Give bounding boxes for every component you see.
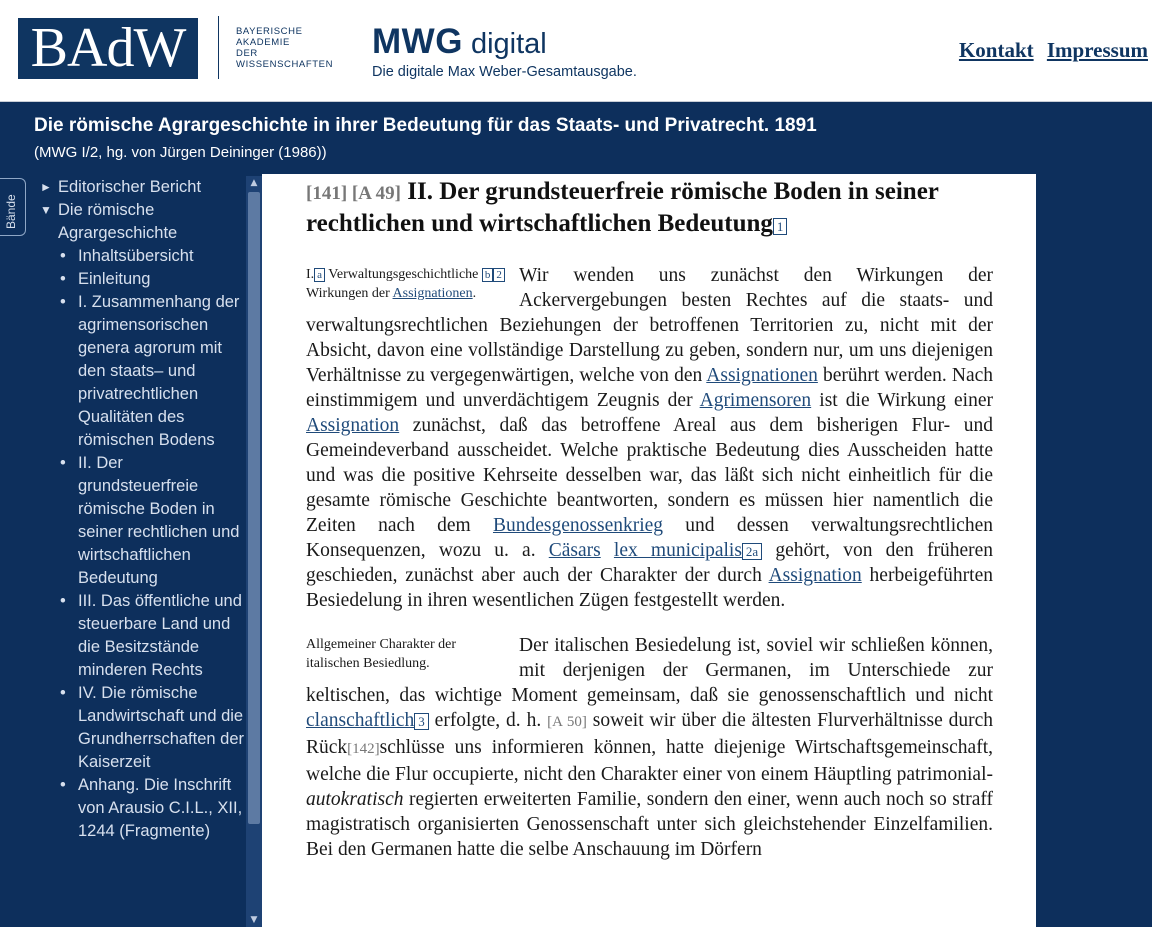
- body-text: [601, 540, 614, 561]
- footnote-marker[interactable]: 2: [493, 268, 505, 282]
- logo-text: BAdW: [30, 17, 186, 79]
- site-title[interactable]: [372, 22, 547, 62]
- kontakt-link[interactable]: Kontakt: [958, 38, 1034, 62]
- body-text: schlüsse uns informieren können, hatte diejenige Wirtschaftsgemeinschaft, welche die Flur occupierte, nicht den Charakter einer von einem Häuptling patrimonial-: [306, 737, 993, 785]
- toc-item-label: Editorischer Bericht: [58, 178, 202, 196]
- body-text: Wir wenden uns zunächst den Wirkungen der Ackervergebungen besten Rechtes auf die staats- und verwaltungsrechtlichen Beziehungen der betroffenen Territorien zu, nicht mit der Absicht, davon eine vollständige Darstellung zu geben, sondern nur, um uns diejenigen Verhältnisse zu vergegenwärtigen, welche von den: [306, 265, 993, 386]
- work-subtitle: (MWG I/2, hg. von Jürgen Deininger (1986)): [34, 144, 327, 161]
- bullet-icon: •: [60, 454, 66, 472]
- toc-item[interactable]: [38, 199, 246, 245]
- chapter-heading: [306, 177, 993, 239]
- body-text: und dessen verwaltungsrechtlichen Konsequenzen, wozu u. a.: [306, 515, 993, 561]
- scroll-up-arrow-icon[interactable]: ▲: [250, 178, 258, 188]
- toc-item[interactable]: [38, 245, 246, 268]
- toc-item[interactable]: [38, 268, 246, 291]
- bullet-icon: •: [60, 293, 66, 311]
- footnote-marker[interactable]: 1: [773, 218, 788, 235]
- badw-logo[interactable]: [18, 18, 198, 79]
- work-title: Die römische Agrargeschichte in ihrer Bedeutung für das Staats- und Privatrecht. 1891: [34, 115, 817, 136]
- toc-item[interactable]: [38, 176, 246, 199]
- margin-note-text: I.: [306, 267, 315, 282]
- document-pane: [262, 174, 1036, 927]
- page-marks[interactable]: [141] [A 49]: [306, 183, 401, 204]
- page-mark[interactable]: [A 50]: [547, 714, 587, 730]
- scroll-thumb[interactable]: [248, 192, 260, 824]
- academy-line: AKADEMIE: [236, 37, 290, 48]
- paragraph: [306, 633, 993, 862]
- glossary-link[interactable]: Cäsars: [548, 540, 601, 561]
- toc-item-label: III. Das öffentliche und steuerbare Land und die Besitzstände minderen Rechts: [78, 592, 242, 679]
- toc-item-label: II. Der grundsteuerfreie römische Boden in seiner rechtlichen und wirtschaftlichen Bedeutung: [78, 454, 240, 587]
- toc-expanded-icon: ▼: [40, 203, 52, 217]
- toc-item[interactable]: [38, 682, 246, 774]
- baende-tab[interactable]: [0, 178, 26, 236]
- glossary-link[interactable]: Assignationen: [392, 286, 473, 301]
- body-text: gehört, von den früheren geschieden, zunächst aber auch der Charakter der durch: [306, 540, 994, 586]
- toc-scrollbar[interactable]: [246, 176, 262, 927]
- academy-name: [236, 26, 333, 70]
- bullet-icon: •: [60, 776, 66, 794]
- site-title-bold: MWG: [372, 22, 463, 61]
- toc-item-label: Inhaltsübersicht: [78, 247, 194, 265]
- bullet-icon: •: [60, 247, 66, 265]
- toc-item[interactable]: [38, 590, 246, 682]
- bullet-icon: •: [60, 270, 66, 288]
- site-subtitle: Die digitale Max Weber-Gesamtausgabe.: [372, 64, 637, 80]
- margin-note-text: Verwaltungsgeschichtliche: [325, 267, 479, 282]
- body-text: berührt werden. Nach einstimmigem und unverdächtigem Zeugnis der: [306, 365, 993, 411]
- toc-item-label: Einleitung: [78, 270, 151, 288]
- glossary-link[interactable]: Bundesgenossenkrieg: [492, 515, 664, 536]
- scroll-down-arrow-icon[interactable]: ▼: [250, 915, 258, 925]
- chapter-heading-text: II. Der grundsteuerfreie römische Boden in seiner rechtlichen und wirtschaftlichen Bedeutung: [306, 178, 939, 237]
- academy-line: DER: [236, 48, 258, 59]
- toc-item-label: Anhang. Die Inschrift von Arausio C.I.L., XII, 1244 (Fragmente): [78, 776, 243, 840]
- toc-item[interactable]: [38, 452, 246, 590]
- footnote-marker[interactable]: 2a: [742, 543, 762, 560]
- bullet-icon: •: [60, 684, 66, 702]
- body-text: Der italischen Besiedelung ist, soviel wir schließen können, mit derjenigen der Germanen, im Unterschiede zur keltischen, das wichtige Moment gemeinsam, daß sie genossenschaftlich und nicht: [306, 635, 993, 706]
- glossary-link[interactable]: clanschaftlich: [306, 710, 415, 731]
- margin-note-text: .: [472, 286, 477, 301]
- page-mark[interactable]: [142]: [347, 741, 380, 757]
- body-text: zunächst, daß das betroffene Areal aus dem bisherigen Flur- und Gemeindeverband ausscheidet. Welche praktische Bedeutung dies Ausscheiden hatte und was die positive Kehrseite desselben war, das läßt sich nicht einheitlich für die gesamte römische Geschichte beantworten, sondern es müssen hier namentlich die Zeiten nach dem: [306, 415, 993, 536]
- glossary-link[interactable]: Assignationen: [706, 365, 818, 386]
- toc-item[interactable]: [38, 774, 246, 843]
- body-text: herbeigeführten Besiedelung in ihren wesentlichen Zügen festgestellt werden.: [306, 565, 993, 611]
- glossary-link[interactable]: Assignation: [306, 415, 400, 436]
- glossary-link[interactable]: Agrimensoren: [699, 390, 812, 411]
- logo-divider: [218, 16, 219, 79]
- toc-item[interactable]: [38, 291, 246, 452]
- margin-note: [306, 265, 511, 303]
- toc-item-label: I. Zusammenhang der agrimensorischen genera agrorum mit den staats– und privatrechtlichen Qualitäten des römischen Bodens: [78, 293, 240, 449]
- site-title-rest: digital: [462, 28, 547, 60]
- margin-note-text: Wirkungen der: [306, 286, 393, 301]
- bullet-icon: •: [60, 592, 66, 610]
- margin-note: Allgemeiner Charakter der italischen Besiedlung.: [306, 637, 457, 671]
- footnote-marker[interactable]: 3: [414, 713, 429, 730]
- footnote-marker[interactable]: b: [482, 268, 494, 282]
- baende-tab-label: Bände: [4, 194, 18, 229]
- top-links: [951, 38, 1148, 63]
- paragraph: [306, 263, 993, 613]
- glossary-link[interactable]: Assignation: [768, 565, 862, 586]
- body-text: regierten erweiterten Familie, sondern den einer, wenn auch noch so straff magistratisch organisierten Genossenschaft unter sich gleichstehender Einzelfamilien. Bei den Germanen hatte die selbe Anschauung im Dörfern: [306, 789, 993, 860]
- glossary-link[interactable]: lex municipalis: [613, 540, 742, 561]
- footnote-marker[interactable]: a: [314, 268, 325, 282]
- document-content: [306, 174, 993, 862]
- body-text: ist die Wirkung einer: [811, 390, 993, 411]
- impressum-link[interactable]: Impressum: [1046, 38, 1148, 62]
- academy-line: BAYERISCHE: [236, 26, 303, 37]
- academy-line: WISSENSCHAFTEN: [236, 59, 334, 70]
- site-header: [0, 0, 1152, 102]
- toc-collapsed-icon: ►: [40, 180, 52, 194]
- body-text: erfolgte, d. h.: [428, 710, 548, 731]
- table-of-contents: [38, 176, 246, 927]
- body-text: soweit wir über die ältesten Flurverhältnisse durch Rück: [306, 710, 994, 758]
- toc-item-label: Die römische Agrargeschichte: [58, 201, 178, 242]
- toc-item-label: IV. Die römische Landwirtschaft und die Grundherrschaften der Kaiserzeit: [78, 684, 245, 771]
- body-text-italic: autokratisch: [306, 789, 404, 810]
